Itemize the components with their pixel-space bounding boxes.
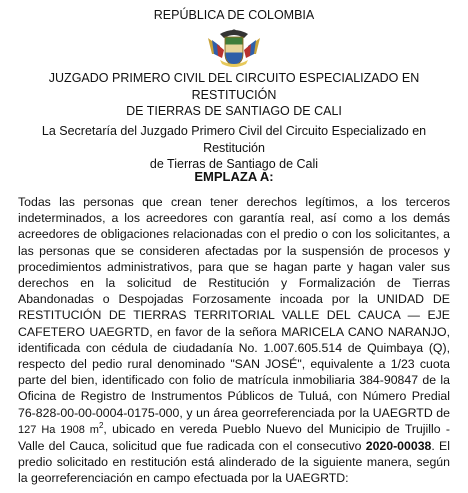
summons-body (18, 194, 450, 487)
court-name-line-1: JUZGADO PRIMERO CIVIL DEL CIRCUITO ESPECIALIZADO EN RESTITUCIÓN (48, 71, 420, 102)
court-name-line-2: DE TIERRAS DE SANTIAGO DE CALI (126, 104, 342, 118)
court-name (18, 70, 450, 120)
summons-title: EMPLAZA A: (194, 169, 274, 184)
case-number: 2020-00038 (365, 439, 432, 454)
body-text-part-3: . El predio solicitado en restitución está alinderado de la siguiente manera, según la georreferenciación en campo efectuada por la UAEGRTD: (18, 439, 450, 486)
body-text-part-1: Todas las personas que crean tener derechos legítimos, a los terceros indeterminados, a los acreedores con garantía real, así como a los demás acreedores de obligaciones relacionadas con el predio o con los solicitantes, a las personas que se consideren afectadas por la suspensión de procesos y procedimientos administrativos, para que se hagan parte y hagan valer sus derechos en la solicitud de Restitución y Formalización de Tierras Abandonadas o Despojadas Forzosamente incoada por la UNIDAD DE RESTITUCIÓN DE TIERRAS TERRITORIAL VALLE DEL CAUCA — EJE CAFETERO UAEGRTD, en favor de la señora MARICELA CANO NARANJO, identificada con cédula de ciudadanía No. 1.007.605.514 de Quimbaya (Q), respecto del pedio rural denominado "SAN JOSÉ", equivalente a 1/23 cuota parte del bien, identificado con folio de matrícula inmobiliaria 384-90847 de la Oficina de Registro de Instrumentos Públicos de Tuluá, con Número Predial 76-828-00-00-0004-0175-000, y un área georreferenciada por la UAEGRTD de (18, 195, 450, 420)
coat-of-arms-icon (206, 24, 262, 68)
secretary-statement (18, 123, 450, 173)
area-value: 127 Ha 1908 m (18, 423, 99, 436)
area-exponent: 2 (98, 420, 104, 430)
body-text-part-2: , ubicado en vereda Pueblo Nuevo del Municipio de Trujillo - Valle del Cauca, solicitud que fue radicada con el consecutivo (18, 421, 450, 454)
secretary-line-1: La Secretaría del Juzgado Primero Civil del Circuito Especializado en Restitución (41, 124, 427, 155)
country-heading: REPÚBLICA DE COLOMBIA (153, 8, 315, 22)
secretary-line-2: de Tierras de Santiago de Cali (149, 157, 319, 171)
